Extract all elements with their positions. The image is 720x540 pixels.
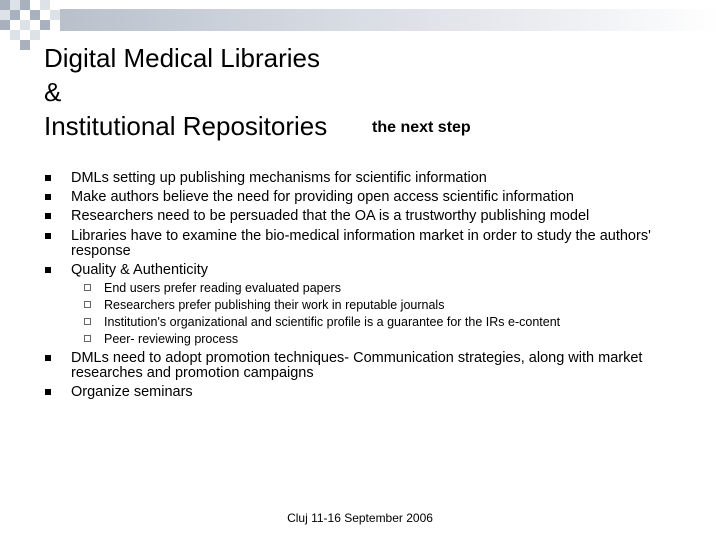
sub-bullet-text: Peer- reviewing process — [104, 332, 239, 346]
square-bullet-icon — [45, 175, 51, 181]
square-bullet-icon — [45, 213, 51, 219]
bullet-text: DMLs need to adopt promotion techniques- Communication strategies, along with market researches and promotion campaigns — [71, 350, 643, 381]
checker-square — [30, 30, 40, 40]
checker-square — [10, 10, 20, 20]
checker-square — [20, 40, 30, 50]
sub-bullet-item — [104, 315, 664, 330]
checker-square — [50, 10, 60, 20]
slide-subtitle: the next step — [372, 119, 471, 136]
title-line-3: Institutional Repositories — [44, 111, 328, 141]
bullet-item — [71, 385, 671, 400]
checker-square — [10, 30, 20, 40]
title-line-1: Digital Medical Libraries — [44, 43, 320, 73]
checker-square — [20, 0, 30, 10]
bullet-item — [71, 209, 671, 224]
checkbox-bullet-icon — [84, 335, 91, 342]
bullet-item — [71, 171, 671, 186]
slide-title — [44, 41, 327, 143]
bullet-text: Make authors believe the need for providing open access scientific information — [71, 189, 574, 205]
bullet-item — [71, 229, 661, 259]
bullet-item — [71, 351, 661, 381]
bullet-item — [71, 190, 671, 205]
bullet-text: Libraries have to examine the bio-medical information market in order to study the authors' response — [71, 228, 651, 259]
checker-square — [0, 0, 10, 10]
square-bullet-icon — [45, 389, 51, 395]
checker-square — [20, 20, 30, 30]
sub-bullet-item — [104, 332, 664, 347]
bullet-item — [71, 263, 671, 278]
checkbox-bullet-icon — [84, 284, 91, 291]
bullet-text: DMLs setting up publishing mechanisms for scientific information — [71, 170, 487, 186]
sub-bullet-item — [104, 281, 664, 296]
header-gradient-bar — [60, 9, 720, 31]
checker-square — [40, 20, 50, 30]
slide-footer: Cluj 11-16 September 2006 — [287, 511, 433, 525]
sub-bullet-item — [104, 298, 664, 313]
sub-bullet-text: End users prefer reading evaluated papers — [104, 281, 341, 295]
bullet-text: Quality & Authenticity — [71, 262, 209, 278]
bullet-text: Researchers need to be persuaded that the OA is a trustworthy publishing model — [71, 208, 590, 224]
square-bullet-icon — [45, 233, 51, 239]
square-bullet-icon — [45, 267, 51, 273]
checkbox-bullet-icon — [84, 318, 91, 325]
checker-square — [30, 10, 40, 20]
sub-bullet-text: Institution's organizational and scientific profile is a guarantee for the IRs e-content — [104, 315, 561, 329]
square-bullet-icon — [45, 355, 51, 361]
bullet-text: Organize seminars — [71, 384, 193, 400]
square-bullet-icon — [45, 194, 51, 200]
sub-bullet-text: Researchers prefer publishing their work in reputable journals — [104, 298, 445, 312]
checker-square — [40, 0, 50, 10]
checker-square — [0, 20, 10, 30]
title-line-2: & — [44, 77, 62, 107]
checker-square — [10, 0, 20, 10]
checkbox-bullet-icon — [84, 301, 91, 308]
checker-square — [0, 10, 10, 20]
